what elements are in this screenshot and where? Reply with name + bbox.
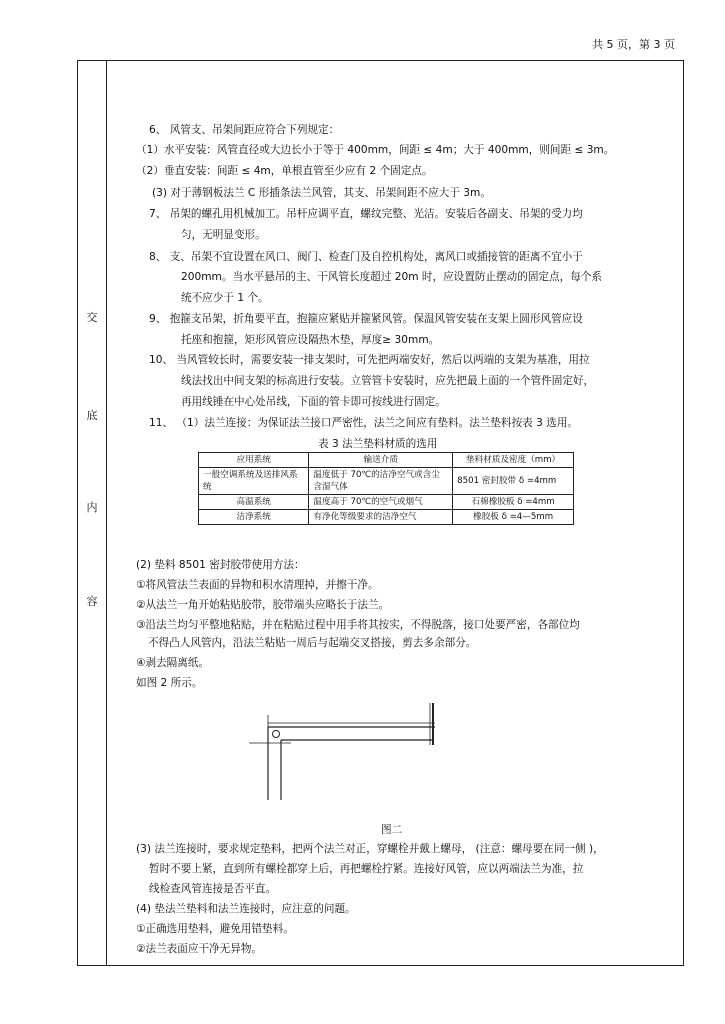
- text-line: 不得凸人风管内，沿法兰粘贴一周后与起端交叉搭接，剪去多余部分。: [148, 637, 477, 649]
- text-line: ③沿法兰均匀平整地粘贴，并在粘贴过程中用手将其按实，不得脱落，接口处要严密，各部位均: [136, 619, 580, 631]
- text-line: ④剥去隔离纸。: [136, 657, 210, 669]
- text-line: 8、 支、吊架不宜设置在风口、阀门、检查门及自控机构处，离风口或插接管的距离不宜小于: [149, 251, 583, 263]
- table-row: [199, 468, 574, 495]
- text-line: （2）垂直安装：间距 ≤ 4m，单根直管至少应有 2 个固定点。: [136, 165, 433, 177]
- text-line: 线法找出中间支架的标高进行安装。立管管卡安装时，应先把最上面的一个管件固定好，: [181, 375, 595, 387]
- table-header: 输送介质: [309, 453, 453, 468]
- text-line: 10、 当风管较长时，需要安装一排支架时，可先把两端安好，然后以两端的支架为基准，用拉: [149, 354, 590, 366]
- table-caption: 表 3 法兰垫料材质的选用: [318, 438, 438, 450]
- text-line: ②法兰表面应干净无异物。: [136, 943, 263, 955]
- left-label-column: [78, 61, 107, 965]
- text-line: （1）水平安装：风管直径或大边长小于等于 400mm，间距 ≤ 4m；大于 400mm，则间距 ≤ 3m。: [136, 144, 615, 156]
- text-line: 线检查风管连接是否平直。: [149, 883, 277, 895]
- sidebar-char-3: 内: [86, 501, 98, 514]
- sidebar-char-2: 底: [86, 409, 98, 422]
- table-row: [199, 510, 574, 525]
- text-line: ①将风管法兰表面的异物和积水清理掉，并擦干净。: [136, 579, 379, 591]
- text-line: (3) 法兰连接时，要求规定垫料，把两个法兰对正，穿螺栓并戴上螺母， (注意：螺母要在同一侧 )，: [136, 843, 604, 855]
- text-line: 6、 风管支、吊架间距应符合下列规定：: [149, 124, 340, 136]
- gasket-table: [198, 452, 574, 525]
- text-line: 统不应少于 1 个。: [181, 292, 269, 304]
- text-line: 再用线锤在中心处吊线，下面的管卡即可按线进行固定。: [181, 396, 446, 408]
- sidebar-char-4: 容: [86, 595, 98, 608]
- text-line: ②从法兰一角开始粘贴胶带，胶带端头应略长于法兰。: [136, 599, 390, 611]
- table-cell: 一般空调系统及送排风系统: [199, 468, 309, 495]
- sidebar-char-1: 交: [86, 311, 98, 324]
- table-header: 垫料材质及密度（mm）: [453, 453, 574, 468]
- table-cell: 橡胶板 δ =4—5mm: [453, 510, 574, 525]
- text-line: 7、 吊架的螺孔用机械加工。吊杆应调平直，螺纹完整、光洁。安装后各副支、吊架的受力均: [149, 208, 583, 220]
- table-cell: 高温系统: [199, 495, 309, 510]
- text-line: 暂时不要上紧，直到所有螺栓都穿上后，再把螺栓拧紧。连接好风管，应以两端法兰为准，拉: [149, 863, 584, 875]
- text-line: ①正确选用垫料，避免用错垫料。: [136, 923, 294, 935]
- table-cell: 8501 密封胶带 δ =4mm: [453, 468, 574, 495]
- table-cell: 温度低于 70℃的洁净空气或含尘含湿气体: [309, 468, 453, 495]
- table-cell: 有净化等级要求的洁净空气: [309, 510, 453, 525]
- figure-caption: 图二: [381, 824, 403, 836]
- bolt-hole: [273, 731, 280, 738]
- table-cell: 温度高于 70℃的空气或烟气: [309, 495, 453, 510]
- text-line: 如图 2 所示。: [136, 677, 203, 689]
- table-cell: 洁净系统: [199, 510, 309, 525]
- table-header: 应用系统: [199, 453, 309, 468]
- text-line: 匀，无明显变形。: [181, 229, 266, 241]
- table-cell: 石棉橡胶板 δ =4mm: [453, 495, 574, 510]
- text-line: 200mm。当水平悬吊的主、干风管长度超过 20m 时，应设置防止摆动的固定点，每个系: [181, 271, 602, 283]
- text-line: (2) 垫料 8501 密封胶带使用方法：: [136, 559, 305, 571]
- page-counter: 共 5 页，第 3 页: [592, 38, 675, 51]
- text-line: 11、 （1）法兰连接：为保证法兰接口严密性，法兰之间应有垫料。法兰垫料按表 3 选用。: [149, 417, 579, 429]
- text-line: 9、 抱箍支吊架，折角要平直，抱箍应紧贴并箍紧风管。保温风管安装在支架上圆形风管应设: [149, 313, 583, 325]
- text-line: (4) 垫法兰垫料和法兰连接时，应注意的问题。: [136, 903, 356, 915]
- table-row: [199, 495, 574, 510]
- text-line: (3) 对于薄钢板法兰 C 形插条法兰风管，其支、吊架间距不应大于 3m。: [152, 187, 491, 199]
- flange-figure: [245, 695, 445, 805]
- table-header-row: [199, 453, 574, 468]
- text-line: 托座和抱箍，矩形风管应设隔热木垫，厚度≥ 30mm。: [181, 334, 440, 346]
